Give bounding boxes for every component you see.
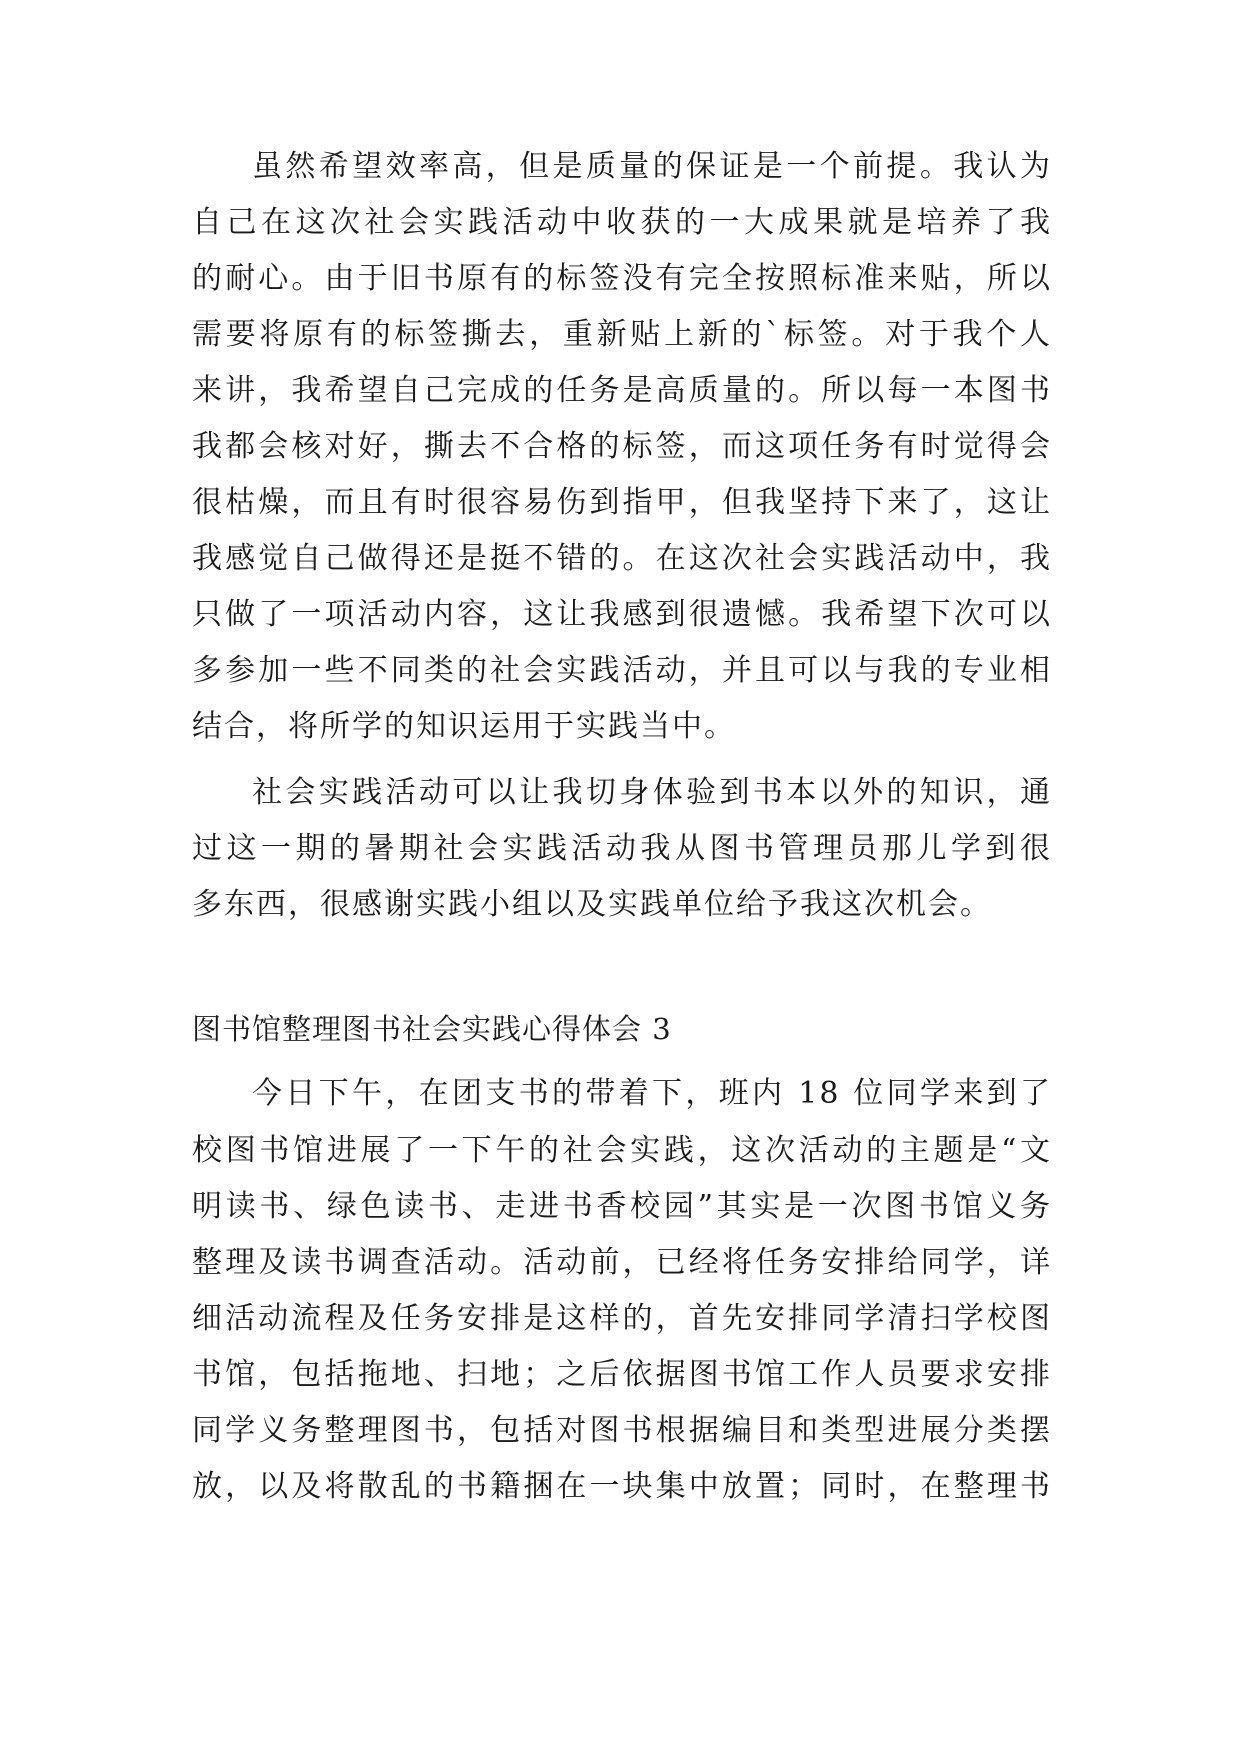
text-line: 社会实践活动可以让我切身体验到书本以外的知识，通 [252, 775, 1052, 810]
text-line: 自己在这次社会实践活动中收获的一大成果就是培养了我 [192, 205, 1052, 240]
text-line: 细活动流程及任务安排是这样的，首先安排同学清扫学校图 [192, 1301, 1052, 1336]
text-line: 今日下午，在团支书的带着下，班内 18 位同学来到了 [252, 1076, 1052, 1111]
text-line: 来讲，我希望自己完成的任务是高质量的。所以每一本图书 [192, 373, 1052, 408]
text-line: 我都会核对好，撕去不合格的标签，而这项任务有时觉得会 [192, 429, 1052, 464]
text-line: 多参加一些不同类的社会实践活动，并且可以与我的专业相 [192, 653, 1052, 688]
text-line: 放，以及将散乱的书籍捆在一块集中放置；同时，在整理书 [192, 1469, 1052, 1504]
text-line: 只做了一项活动内容，这让我感到很遗憾。我希望下次可以 [192, 597, 1052, 632]
text-line: 明读书、绿色读书、走进书香校园”其实是一次图书馆义务 [192, 1189, 1052, 1224]
text-line: 结合，将所学的知识运用于实践当中。 [192, 709, 736, 744]
text-line: 校图书馆进展了一下午的社会实践，这次活动的主题是“文 [192, 1133, 1052, 1168]
text-line: 需要将原有的标签撕去，重新贴上新的`标签。对于我个人 [192, 317, 1052, 352]
text-line: 过这一期的暑期社会实践活动我从图书管理员那儿学到很 [192, 831, 1052, 866]
text-line: 同学义务整理图书，包括对图书根据编目和类型进展分类摆 [192, 1413, 1052, 1448]
text-line: 很枯燥，而且有时很容易伤到指甲，但我坚持下来了，这让 [192, 485, 1052, 520]
text-line: 整理及读书调查活动。活动前，已经将任务安排给同学，详 [192, 1245, 1052, 1280]
text-line: 书馆，包括拖地、扫地；之后依据图书馆工作人员要求安排 [192, 1357, 1052, 1392]
text-line: 的耐心。由于旧书原有的标签没有完全按照标准来贴，所以 [192, 261, 1052, 296]
text-line: 多东西，很感谢实践小组以及实践单位给予我这次机会。 [192, 887, 992, 922]
text-line: 虽然希望效率高，但是质量的保证是一个前提。我认为 [252, 149, 1052, 184]
text-line: 我感觉自己做得还是挺不错的。在这次社会实践活动中，我 [192, 541, 1052, 576]
section-heading: 图书馆整理图书社会实践心得体会 3 [192, 1012, 672, 1046]
